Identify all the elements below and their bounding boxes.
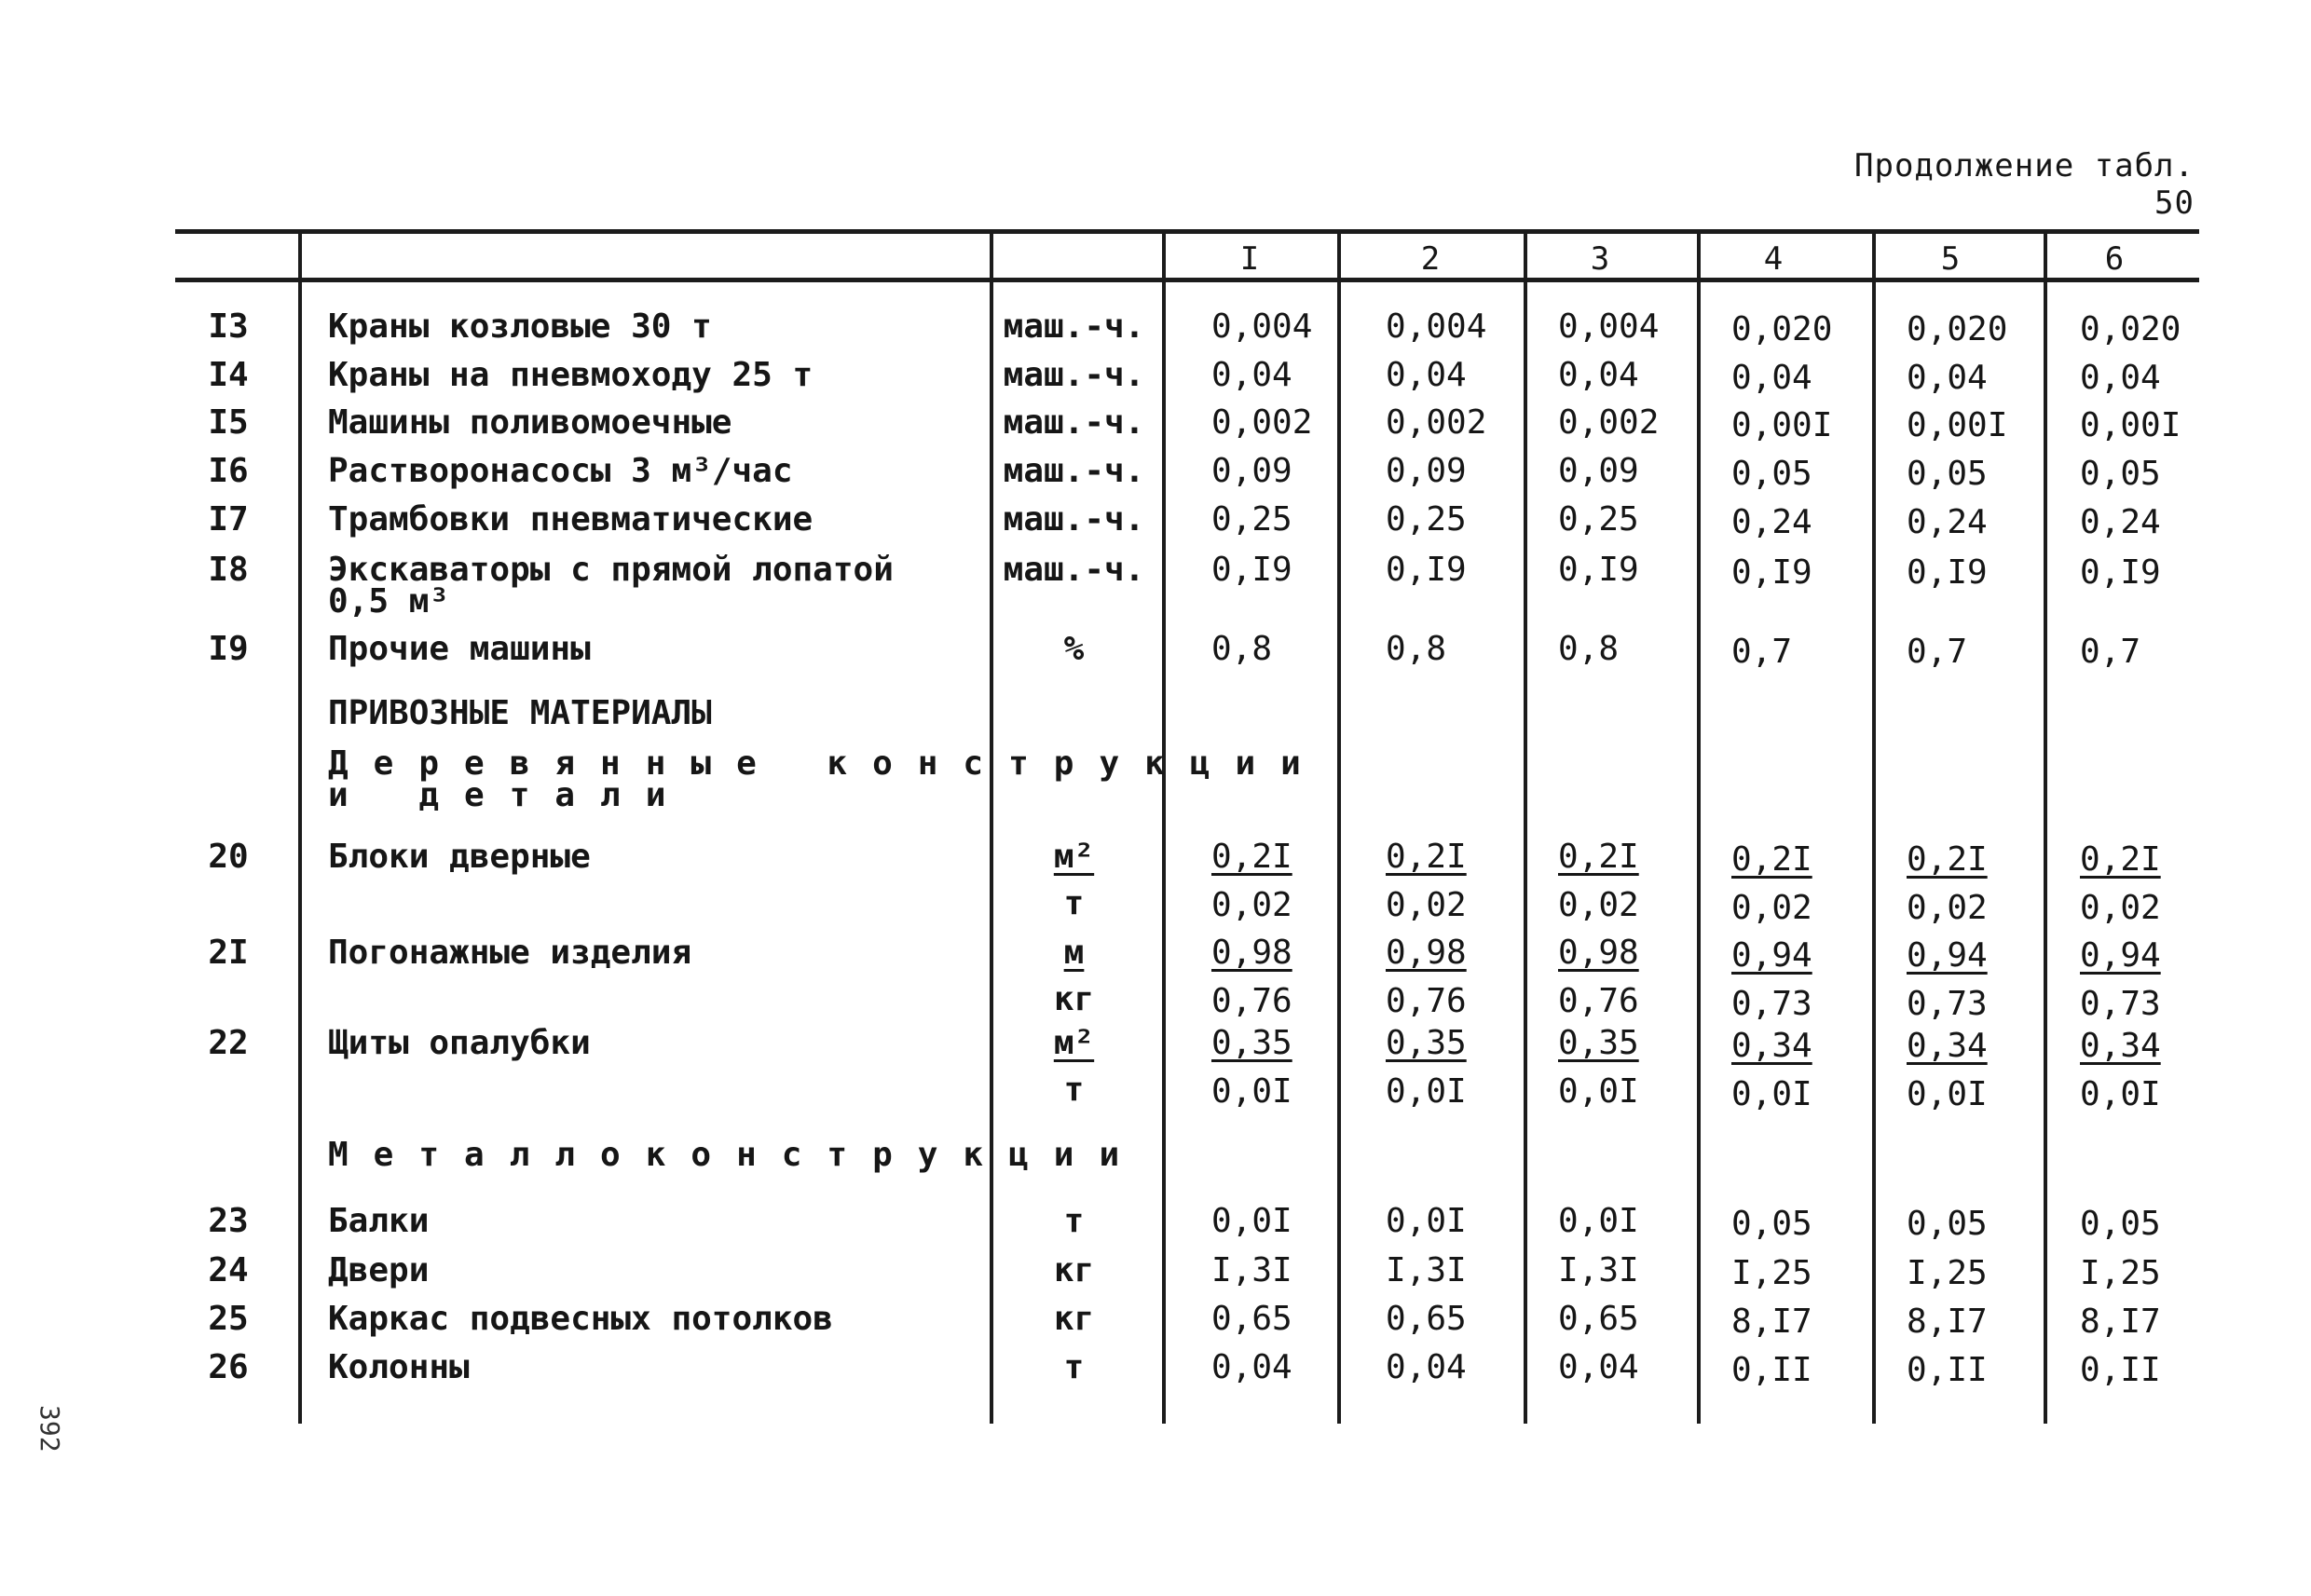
row-value-primary: 0,94	[1731, 936, 1812, 975]
row-value: 0,04	[1731, 359, 1812, 397]
row-value: 0,24	[1907, 503, 1988, 541]
row-value: 0,05	[1731, 1205, 1812, 1243]
section-heading-metal: Металлоконструкции	[328, 1136, 1145, 1174]
row-value: 0,I9	[1386, 551, 1467, 589]
row-value-secondary: 0,76	[1211, 982, 1292, 1020]
column-header: I	[1239, 240, 1260, 278]
row-value: 0,05	[2080, 455, 2161, 493]
row-value-secondary: 0,02	[1211, 886, 1292, 924]
row-value: 0,004	[1386, 307, 1487, 346]
row-value: 0,05	[1907, 455, 1988, 493]
row-value: 0,I9	[1558, 551, 1639, 589]
row-value: 0,0I	[1211, 1202, 1292, 1240]
row-value: 0,04	[1211, 1348, 1292, 1386]
row-value: 0,I9	[1731, 553, 1812, 592]
row-value: I,3I	[1558, 1251, 1639, 1289]
row-number: I5	[208, 403, 249, 442]
row-value: 0,7	[2080, 633, 2141, 671]
row-value: 0,8	[1558, 630, 1620, 668]
column-header: 6	[2104, 240, 2125, 278]
row-value: 0,09	[1386, 452, 1467, 490]
row-value-secondary: 0,73	[2080, 985, 2161, 1023]
row-number: I3	[208, 307, 249, 346]
section-heading-wood: Деревянные конструкции	[328, 744, 1326, 783]
row-value: 0,05	[2080, 1205, 2161, 1243]
row-value-secondary: 0,02	[2080, 889, 2161, 927]
row-value-secondary: 0,73	[1907, 985, 1988, 1023]
row-value: 0,65	[1211, 1300, 1292, 1338]
row-name: Экскаваторы с прямой лопатой	[328, 551, 894, 589]
row-name: Каркас подвесных потолков	[328, 1300, 833, 1338]
row-value-secondary: 0,76	[1386, 982, 1467, 1020]
row-value: 8,I7	[1731, 1303, 1812, 1341]
row-name: Краны козловые 30 т	[328, 307, 712, 346]
row-unit: т	[1063, 1348, 1085, 1386]
row-number: 25	[208, 1300, 249, 1338]
row-value: 0,00I	[1731, 406, 1833, 444]
row-value-primary: 0,34	[1907, 1027, 1988, 1065]
row-value-primary: 0,34	[2080, 1027, 2161, 1065]
row-number: 20	[208, 838, 249, 876]
column-header: 3	[1590, 240, 1610, 278]
row-name: Растворонасосы 3 м³/час	[328, 452, 793, 490]
row-value-primary: 0,2I	[1386, 838, 1467, 876]
row-value: 0,24	[1731, 503, 1812, 541]
row-name: Прочие машины	[328, 630, 591, 668]
row-value: I,25	[1907, 1254, 1988, 1292]
row-value-secondary: 0,0I	[1211, 1072, 1292, 1111]
page-number: 392	[34, 1405, 65, 1453]
row-value: 0,004	[1558, 307, 1660, 346]
row-value: 0,II	[2080, 1351, 2161, 1389]
row-number: 22	[208, 1024, 249, 1062]
row-unit: т	[1063, 1202, 1085, 1240]
row-value-primary: 0,98	[1558, 934, 1639, 972]
row-value: 0,04	[1558, 356, 1639, 394]
row-value-secondary: 0,02	[1907, 889, 1988, 927]
row-value-primary: 0,35	[1386, 1024, 1467, 1062]
row-name: Блоки дверные	[328, 838, 591, 876]
row-number: I7	[208, 500, 249, 539]
row-value-primary: 0,35	[1211, 1024, 1292, 1062]
row-value-primary: 0,98	[1386, 934, 1467, 972]
row-value: 0,04	[2080, 359, 2161, 397]
table-top-rule	[175, 229, 2199, 234]
row-number: I4	[208, 356, 249, 394]
row-name: Двери	[328, 1251, 430, 1289]
row-value: 0,020	[1731, 310, 1833, 348]
row-value: 0,25	[1386, 500, 1467, 539]
row-value-secondary: 0,76	[1558, 982, 1639, 1020]
row-value-secondary: 0,0I	[1386, 1072, 1467, 1111]
row-unit-primary: м²	[1053, 838, 1095, 876]
row-value: 0,020	[2080, 310, 2181, 348]
row-value: 0,8	[1386, 630, 1447, 668]
row-unit-secondary: т	[1063, 884, 1085, 922]
row-value-primary: 0,2I	[1558, 838, 1639, 876]
row-name: Балки	[328, 1202, 430, 1240]
row-name-continued: 0,5 м³	[328, 582, 450, 621]
row-value-secondary: 0,02	[1731, 889, 1812, 927]
row-value-primary: 0,2I	[1907, 840, 1988, 879]
row-value: 0,09	[1211, 452, 1292, 490]
row-value: 0,0I	[1558, 1202, 1639, 1240]
row-value: 0,25	[1211, 500, 1292, 539]
row-value-secondary: 0,73	[1731, 985, 1812, 1023]
row-value-secondary: 0,02	[1386, 886, 1467, 924]
row-name: Машины поливомоечные	[328, 403, 732, 442]
row-number: 24	[208, 1251, 249, 1289]
row-value-primary: 0,2I	[2080, 840, 2161, 879]
row-value-secondary: 0,0I	[1731, 1075, 1812, 1113]
row-value-primary: 0,35	[1558, 1024, 1639, 1062]
row-unit: маш.-ч.	[1003, 356, 1145, 394]
table-header-rule	[175, 278, 2199, 282]
row-unit: кг	[1053, 1300, 1095, 1338]
row-number: I9	[208, 630, 249, 668]
row-number: 2I	[208, 934, 249, 972]
row-unit-primary: м	[1063, 934, 1085, 972]
row-value: 0,09	[1558, 452, 1639, 490]
row-value: 0,II	[1907, 1351, 1988, 1389]
row-unit-primary: м²	[1053, 1024, 1095, 1062]
row-value-primary: 0,2I	[1211, 838, 1292, 876]
section-heading-imported: ПРИВОЗНЫЕ МАТЕРИАЛЫ	[328, 694, 712, 732]
row-value: 0,05	[1731, 455, 1812, 493]
row-value: 0,002	[1558, 403, 1660, 442]
row-value-secondary: 0,0I	[1558, 1072, 1639, 1111]
value-column-rule	[1162, 229, 1166, 1424]
row-unit: %	[1063, 630, 1085, 668]
section-heading-wood-continued: и детали	[328, 776, 691, 814]
row-number: 26	[208, 1348, 249, 1386]
row-value: 0,020	[1907, 310, 2008, 348]
row-value: 0,I9	[1907, 553, 1988, 592]
row-value: 0,24	[2080, 503, 2161, 541]
row-value: 0,04	[1558, 1348, 1639, 1386]
column-header: 2	[1420, 240, 1441, 278]
row-value: 0,00I	[1907, 406, 2008, 444]
row-value: I,3I	[1386, 1251, 1467, 1289]
column-header: 5	[1940, 240, 1961, 278]
row-value: I,3I	[1211, 1251, 1292, 1289]
row-name: Колонны	[328, 1348, 470, 1386]
row-value: 0,004	[1211, 307, 1313, 346]
row-name: Краны на пневмоходу 25 т	[328, 356, 814, 394]
row-value-primary: 0,94	[1907, 936, 1988, 975]
row-name: Погонажные изделия	[328, 934, 692, 972]
row-unit: кг	[1053, 1251, 1095, 1289]
row-value: I,25	[1731, 1254, 1812, 1292]
row-value-primary: 0,2I	[1731, 840, 1812, 879]
row-value-secondary: 0,0I	[2080, 1075, 2161, 1113]
row-name: Трамбовки пневматические	[328, 500, 814, 539]
row-value: 0,65	[1386, 1300, 1467, 1338]
row-value: 0,0I	[1386, 1202, 1467, 1240]
row-value: 0,65	[1558, 1300, 1639, 1338]
row-value: 0,05	[1907, 1205, 1988, 1243]
row-value-primary: 0,94	[2080, 936, 2161, 975]
row-value: 8,I7	[2080, 1303, 2161, 1341]
row-value: 0,I9	[2080, 553, 2161, 592]
row-value: 0,I9	[1211, 551, 1292, 589]
row-unit: маш.-ч.	[1003, 500, 1145, 539]
row-value: 0,7	[1731, 633, 1793, 671]
row-value: 0,04	[1907, 359, 1988, 397]
row-unit: маш.-ч.	[1003, 551, 1145, 589]
row-number: I8	[208, 551, 249, 589]
row-value: 0,04	[1386, 356, 1467, 394]
row-unit-secondary: т	[1063, 1071, 1085, 1109]
row-value-primary: 0,98	[1211, 934, 1292, 972]
row-value: 0,II	[1731, 1351, 1812, 1389]
row-unit: маш.-ч.	[1003, 452, 1145, 490]
row-unit-secondary: кг	[1053, 980, 1095, 1018]
table-caption: Продолжение табл. 50	[1854, 147, 2195, 222]
row-value: 0,8	[1211, 630, 1273, 668]
column-header: 4	[1763, 240, 1784, 278]
row-unit: маш.-ч.	[1003, 307, 1145, 346]
row-value: 0,002	[1386, 403, 1487, 442]
row-value: 0,04	[1386, 1348, 1467, 1386]
row-value-primary: 0,34	[1731, 1027, 1812, 1065]
row-value-secondary: 0,02	[1558, 886, 1639, 924]
row-value: 0,002	[1211, 403, 1313, 442]
row-value: I,25	[2080, 1254, 2161, 1292]
row-name: Щиты опалубки	[328, 1024, 591, 1062]
row-number: I6	[208, 452, 249, 490]
row-value: 8,I7	[1907, 1303, 1988, 1341]
row-value-secondary: 0,0I	[1907, 1075, 1988, 1113]
row-value: 0,7	[1907, 633, 1968, 671]
row-value: 0,00I	[2080, 406, 2181, 444]
table-left-rule	[298, 229, 302, 1424]
row-value: 0,25	[1558, 500, 1639, 539]
row-unit: маш.-ч.	[1003, 403, 1145, 442]
row-number: 23	[208, 1202, 249, 1240]
row-value: 0,04	[1211, 356, 1292, 394]
